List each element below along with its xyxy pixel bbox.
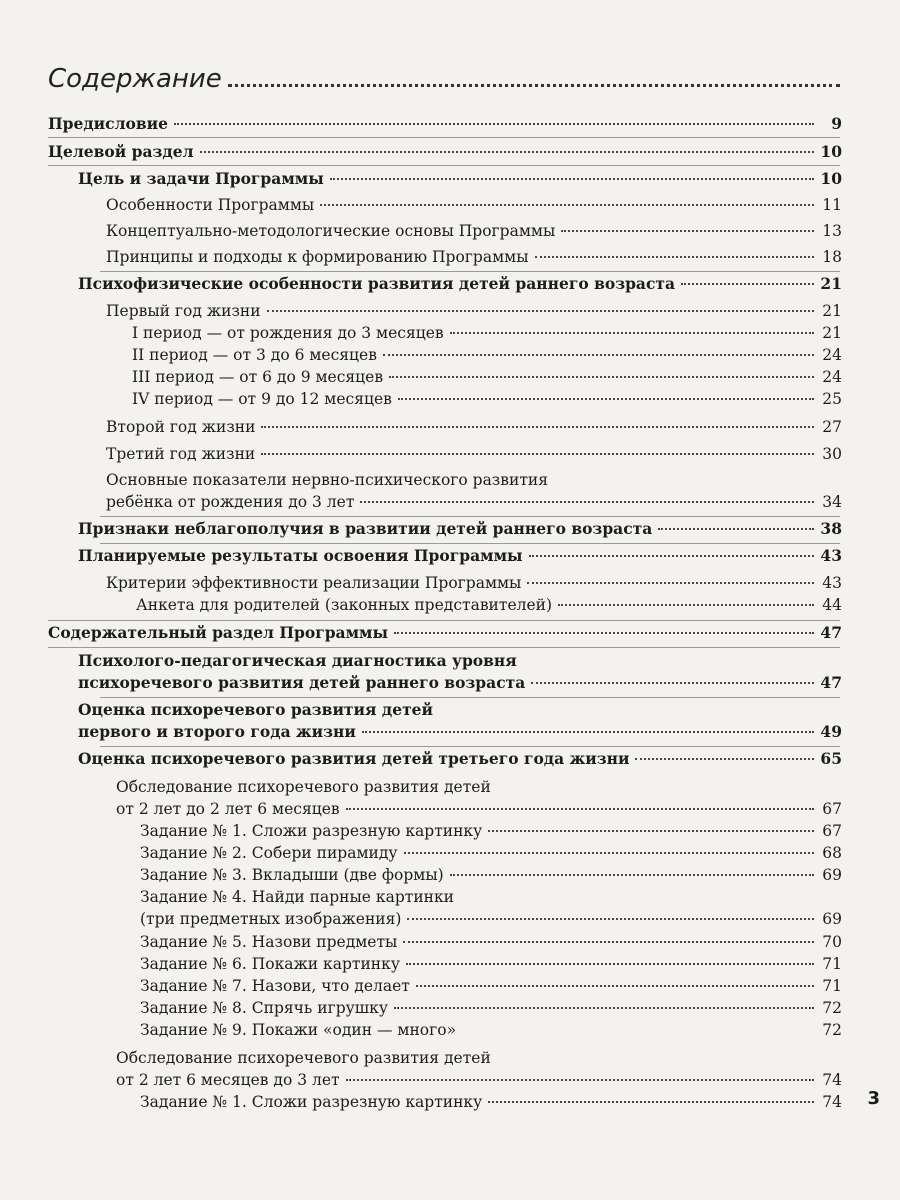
toc-entry[interactable] [106,246,842,268]
divider [48,647,840,648]
leader-dots [174,123,814,125]
leader-dots [450,874,814,876]
leader-dots [330,178,814,180]
toc-entry-text: IV период — от 9 до 12 месяцев [132,390,392,408]
leader-dots [407,918,814,920]
toc-entry-page: 18 [822,248,842,266]
toc-entry-text: Планируемые результаты освоения Программы [78,546,523,565]
leader-dots [558,604,814,606]
toc-entry-text: первого и второго года жизни [78,722,356,741]
toc-entry[interactable] [132,344,842,366]
toc-entry[interactable] [78,273,842,295]
toc-entry-text: Задание № 7. Назови, что делает [140,977,410,995]
toc-entry-page: 72 [822,999,842,1017]
divider [100,516,840,517]
toc-entry-first-line: Обследование психоречевого развития детей [116,1049,491,1067]
toc-entry-text: Третий год жизни [106,445,256,463]
toc-entry-text: II период — от 3 до 6 месяцев [132,346,377,364]
toc-entry-text: Задание № 9. Покажи «один — много» [140,1021,457,1039]
toc-entry-page: 49 [820,722,842,741]
leader-dots [261,453,814,455]
toc-entry-page: 34 [822,493,842,511]
divider [100,697,840,698]
title-leader-dots [228,84,840,87]
toc-entry[interactable] [132,322,842,344]
toc-entry[interactable] [48,141,842,163]
leader-dots [404,852,814,854]
toc-entry-page: 70 [822,933,842,951]
toc-entry-text: Задание № 2. Собери пирамиду [140,844,398,862]
toc-entry-text: Задание № 6. Покажи картинку [140,955,400,973]
toc-entry-page: 68 [822,844,842,862]
leader-dots [267,310,814,312]
toc-entry-text: Критерии эффективности реализации Программы [106,574,522,592]
toc-entry[interactable] [140,931,842,953]
leader-dots [383,354,814,356]
toc-entry-page: 69 [822,910,842,928]
toc-entry-page: 74 [822,1071,842,1089]
leader-dots [389,376,814,378]
toc-entry[interactable] [116,798,842,820]
toc-entry-text: Задание № 8. Спрячь игрушку [140,999,388,1017]
leader-dots [394,1007,814,1009]
leader-dots [362,731,814,733]
page-title: Содержание [48,64,222,94]
toc-entry-text: (три предметных изображения) [140,910,402,928]
divider [100,746,840,747]
toc-entry[interactable] [116,1069,842,1091]
toc-entry-text: Психофизические особенности развития детей раннего возраста [78,274,676,293]
toc-entry-text: Оценка психоречевого развития детей третьего года жизни [78,749,630,768]
leader-dots [531,682,814,684]
toc-entry-text: Признаки неблагополучия в развитии детей раннего возраста [78,519,653,538]
toc-entry[interactable] [78,672,842,694]
leader-dots [658,528,814,530]
toc-entry[interactable] [78,721,842,743]
leader-dots [261,426,814,428]
divider [48,620,840,621]
toc-entry-page: 44 [822,596,842,614]
toc-entry[interactable] [140,864,842,886]
toc-entry-page: 38 [820,519,842,538]
toc-entry-text: Особенности Программы [106,196,315,214]
toc-title-row [48,64,840,94]
toc-entry-page: 10 [820,169,842,188]
toc-entry-first-line: Задание № 4. Найди парные картинки [140,888,455,906]
toc-entry-text: Концептуально-методологические основы Программы [106,222,556,240]
toc-entry-text: Целевой раздел [48,142,194,161]
toc-entry[interactable] [132,366,842,388]
divider [100,271,840,272]
toc-entry-page: 24 [822,368,842,386]
toc-entry-page: 9 [831,114,842,133]
toc-entry-text: ребёнка от рождения до 3 лет [106,493,355,511]
toc-entry-text: Задание № 5. Назови предметы [140,933,398,951]
toc-entry-text: I период — от рождения до 3 месяцев [132,324,444,342]
leader-dots [529,555,814,557]
divider [100,543,840,544]
toc-entry-page: 11 [822,196,842,214]
leader-dots [535,256,814,258]
toc-entry[interactable] [140,820,842,842]
leader-dots [635,758,814,760]
leader-dots [403,941,814,943]
toc-entry[interactable] [48,113,842,135]
toc-entry-page: 47 [820,623,842,642]
toc-entry[interactable] [106,572,842,594]
toc-entry[interactable] [140,842,842,864]
leader-dots [320,204,814,206]
leader-dots [200,151,814,153]
toc-entry-page: 21 [822,324,842,342]
toc-entry-text: III период — от 6 до 9 месяцев [132,368,384,386]
toc-entry-page: 71 [822,977,842,995]
toc-entry-page: 43 [822,574,842,592]
leader-dots [450,332,814,334]
toc-entry[interactable] [48,622,842,644]
toc-entry[interactable] [106,416,842,438]
toc-entry[interactable] [78,748,842,770]
toc-entry-text: психоречевого развития детей раннего возраста [78,673,526,692]
leader-dots [561,230,814,232]
toc-entry-page: 27 [822,418,842,436]
toc-entry[interactable] [140,953,842,975]
leader-dots [416,985,814,987]
toc-entry[interactable] [140,1019,842,1041]
toc-entry-page: 24 [822,346,842,364]
toc-entry-page: 10 [820,142,842,161]
leader-dots [346,808,814,810]
toc-entry-page: 72 [822,1021,842,1039]
toc-entry-page: 71 [822,955,842,973]
leader-dots [527,582,814,584]
leader-dots [360,501,814,503]
toc-entry-text: Цель и задачи Программы [78,169,324,188]
toc-entry[interactable] [78,518,842,540]
toc-entry-page: 47 [820,673,842,692]
toc-entry[interactable] [106,194,842,216]
toc-entry[interactable] [132,388,842,410]
leader-dots [488,1101,814,1103]
toc-entry[interactable] [78,168,842,190]
toc-entry-first-line: Психолого-педагогическая диагностика уровня [78,651,517,670]
toc-entry-first-line: Обследование психоречевого развития детей [116,778,491,796]
toc-entry[interactable] [140,1091,842,1113]
leader-dots [488,830,814,832]
toc-entry-page: 21 [820,274,842,293]
toc-entry-page: 65 [820,749,842,768]
toc-entry-text: от 2 лет до 2 лет 6 месяцев [116,800,340,818]
toc-entry-text: Первый год жизни [106,302,261,320]
toc-entry-page: 30 [822,445,842,463]
leader-dots [346,1079,814,1081]
toc-entry-page: 43 [820,546,842,565]
toc-entry-first-line: Оценка психоречевого развития детей [78,700,434,719]
toc-entry-text: Принципы и подходы к формированию Программы [106,248,529,266]
toc-entry-text: Содержательный раздел Программы [48,623,389,642]
page-number: 3 [867,1088,880,1109]
toc-entry-page: 13 [822,222,842,240]
toc-entry[interactable] [140,908,842,930]
divider [48,165,840,166]
toc-entry[interactable] [106,220,842,242]
toc-entry[interactable] [106,300,842,322]
toc-entry[interactable] [136,594,842,616]
toc-entry-page: 69 [822,866,842,884]
toc-entry-text: от 2 лет 6 месяцев до 3 лет [116,1071,340,1089]
toc-entry[interactable] [140,997,842,1019]
toc-entry-text: Задание № 1. Сложи разрезную картинку [140,822,483,840]
toc-entry-text: Анкета для родителей (законных представителей) [136,596,553,614]
toc-entry-page: 21 [822,302,842,320]
leader-dots [398,398,814,400]
toc-entry-text: Предисловие [48,114,168,133]
toc-entry-page: 25 [822,390,842,408]
toc-entry[interactable] [106,443,842,465]
leader-dots [406,963,814,965]
toc-entry-page: 74 [822,1093,842,1111]
leader-dots [394,632,814,634]
toc-entry[interactable] [106,491,842,513]
toc-entry-text: Второй год жизни [106,418,256,436]
toc-entry-text: Задание № 1. Сложи разрезную картинку [140,1093,483,1111]
toc-entry-page: 67 [822,822,842,840]
divider [48,137,840,138]
toc-entry-first-line: Основные показатели нервно-психического развития [106,471,549,489]
toc-entry[interactable] [140,975,842,997]
leader-dots [681,283,814,285]
toc-entry-text: Задание № 3. Вкладыши (две формы) [140,866,444,884]
toc-entry[interactable] [78,545,842,567]
toc-entry-page: 67 [822,800,842,818]
